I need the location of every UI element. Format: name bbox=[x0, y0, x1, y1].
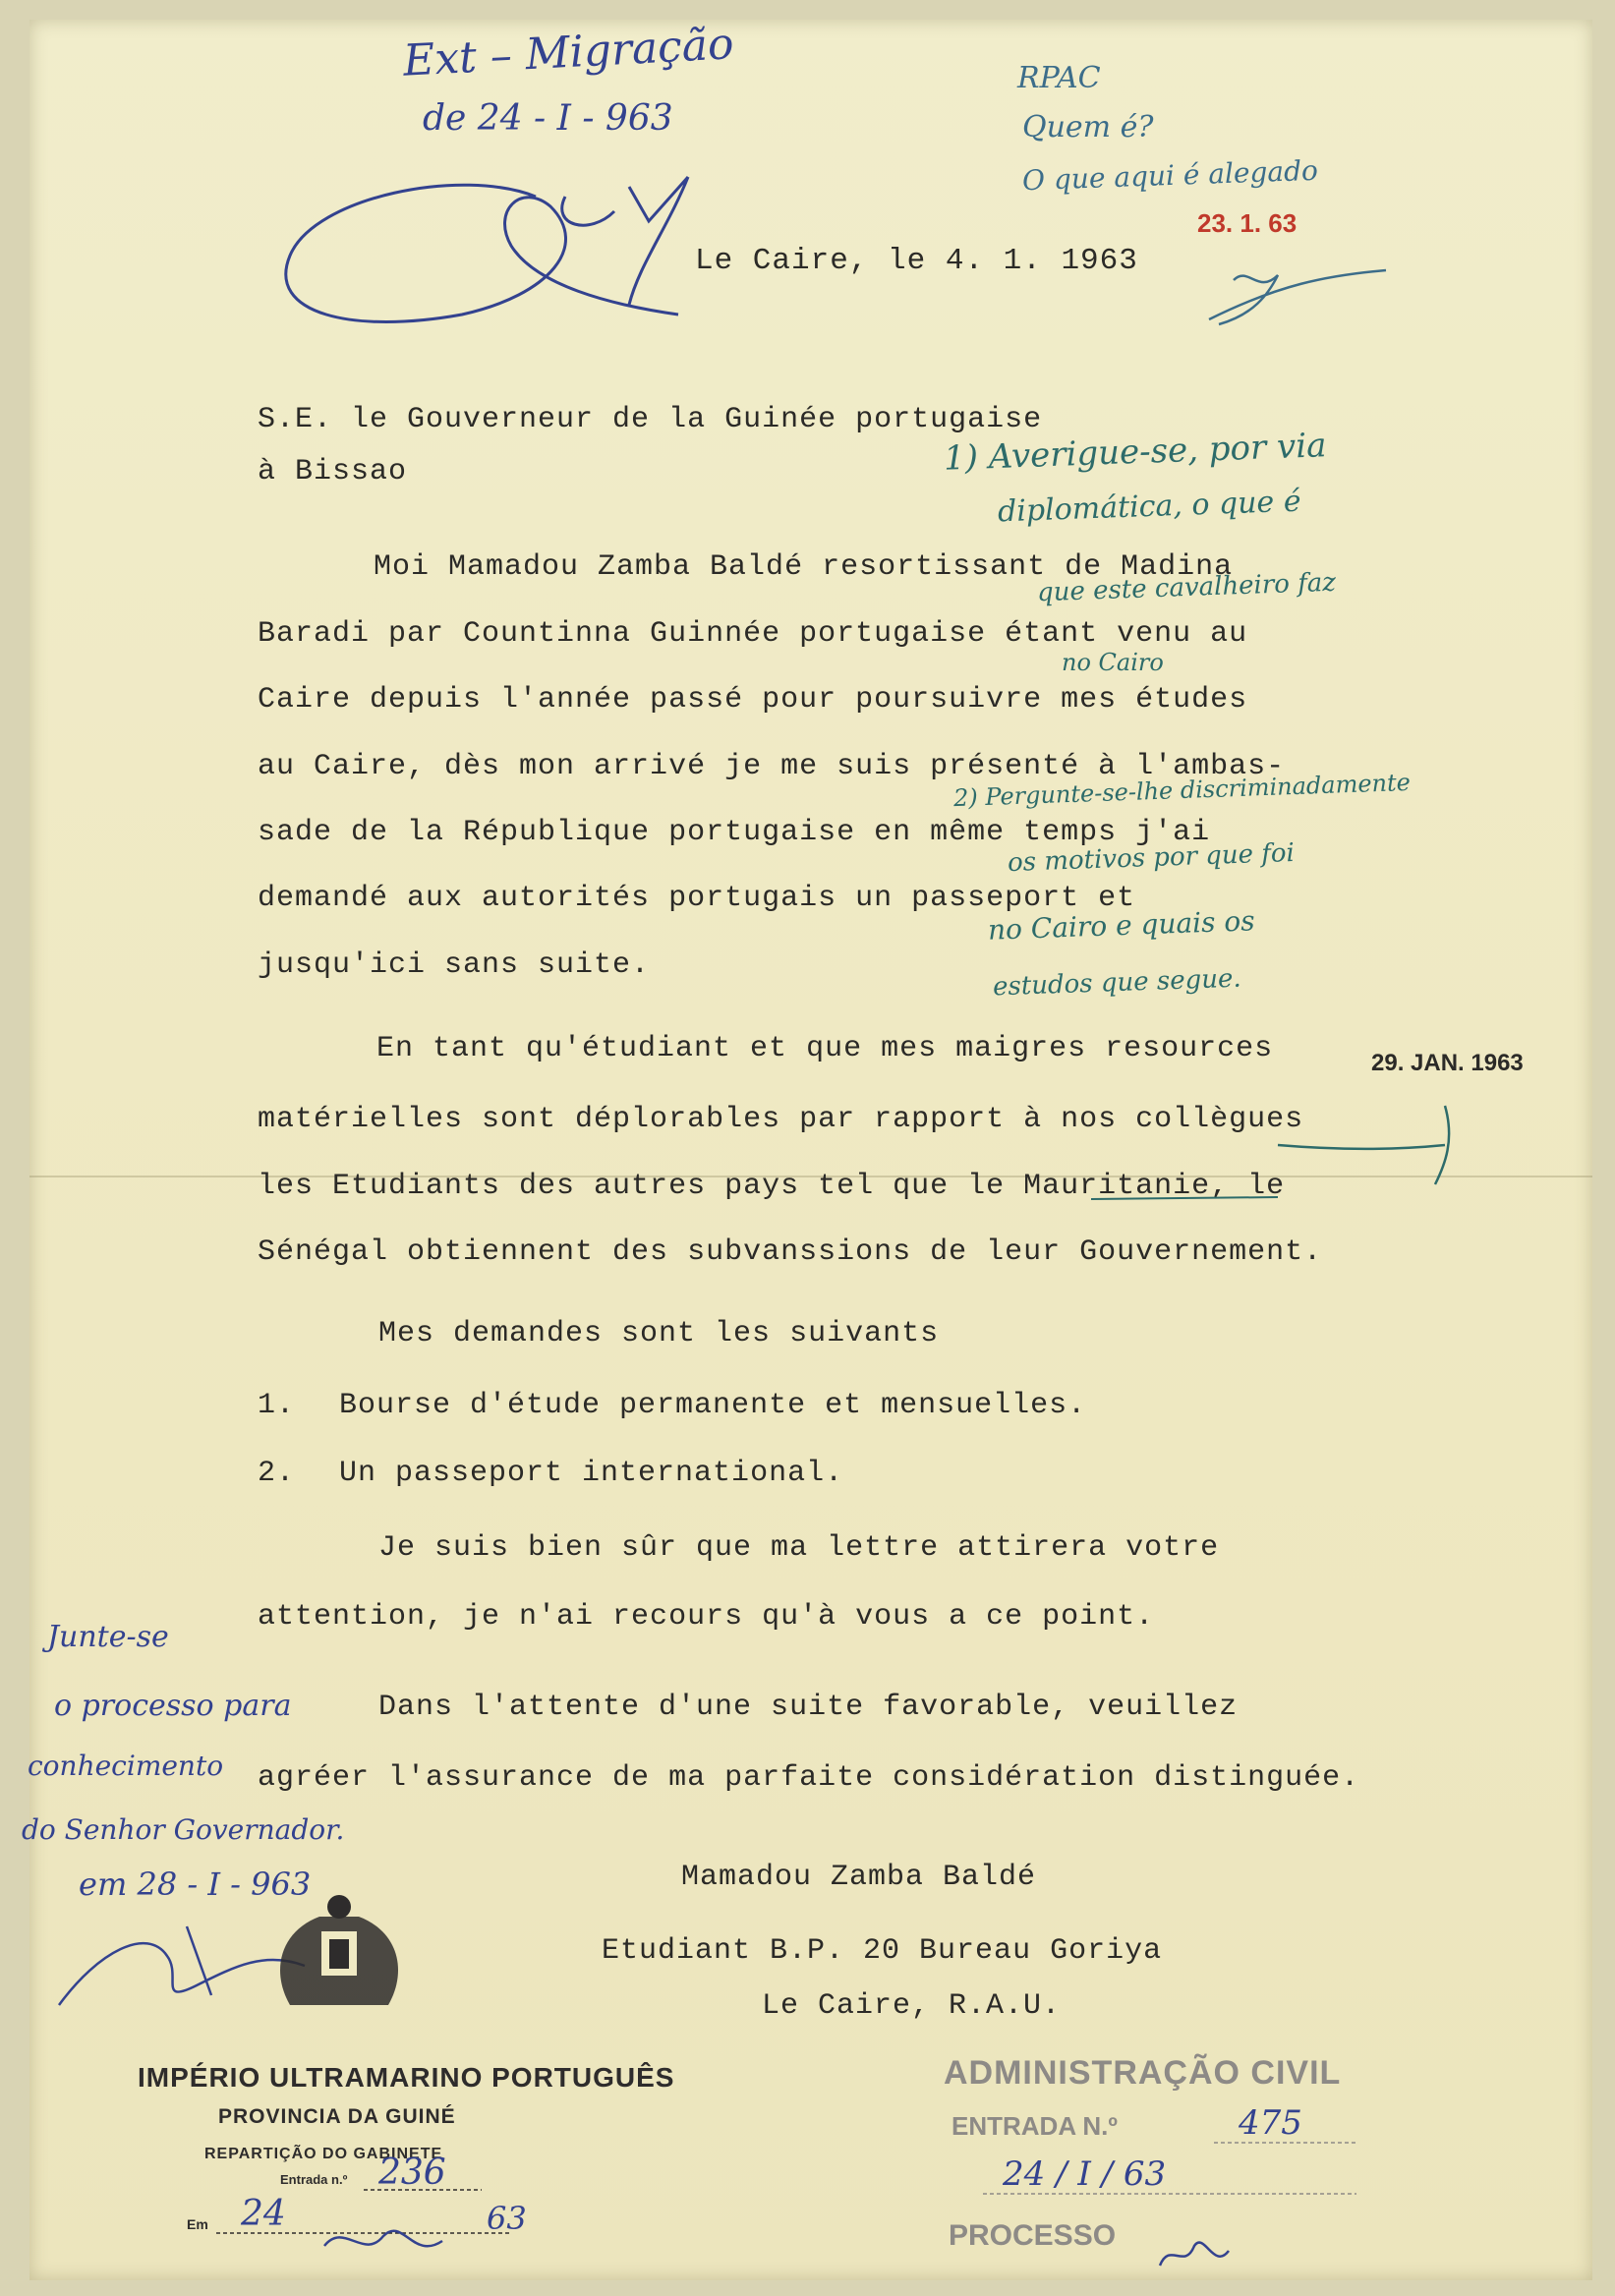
signature-city: Le Caire, R.A.U. bbox=[762, 1989, 1062, 2023]
place-date: Le Caire, le 4. 1. 1963 bbox=[695, 244, 1138, 278]
paragraph-1-line: demandé aux autorités portugais un passeport et bbox=[258, 882, 1136, 915]
underline-mauritanie bbox=[1091, 1197, 1278, 1199]
margin-note-line: diplomática, o que é bbox=[997, 484, 1302, 530]
signature-initials-right bbox=[1209, 270, 1386, 324]
margin-signature-green bbox=[1278, 1106, 1449, 1184]
demand-number: 2. bbox=[258, 1457, 296, 1490]
paragraph-2-line: les Etudiants des autres pays tel que le Mauritanie, le bbox=[258, 1170, 1286, 1203]
stamp-admin-title: ADMINISTRAÇÃO CIVIL bbox=[944, 2054, 1342, 2092]
stamp-gabinete-entry-label: Entrada n.º bbox=[280, 2172, 348, 2187]
bottom-note-line: Junte-se bbox=[47, 1620, 169, 1654]
signature-initials-top bbox=[562, 177, 688, 305]
margin-note-line: no Cairo e quais os bbox=[987, 904, 1256, 947]
stamp-gabinete-date-year: 63 bbox=[487, 2200, 527, 2237]
paragraph-1-line: au Caire, dès mon arrivé je me suis présenté à l'ambas- bbox=[258, 750, 1286, 783]
bottom-note-line: o processo para bbox=[54, 1689, 292, 1723]
handwritten-heading: Ext – Migração bbox=[401, 19, 735, 86]
paragraph-3-line: Je suis bien sûr que ma lettre attirera votre bbox=[378, 1531, 1220, 1565]
recipient-line-1: S.E. le Gouverneur de la Guinée portugaise bbox=[258, 403, 1043, 436]
demand-text: Bourse d'étude permanente et mensuelles. bbox=[339, 1389, 1087, 1422]
stamp-gabinete-province: PROVINCIA DA GUINÉ bbox=[218, 2105, 456, 2128]
handwritten-rpac: RPAC bbox=[1017, 61, 1101, 95]
paragraph-2-line: matérielles sont déplorables par rapport à nos collègues bbox=[258, 1103, 1304, 1136]
signature-address: Etudiant B.P. 20 Bureau Goriya bbox=[602, 1934, 1163, 1968]
demand-number: 1. bbox=[258, 1389, 296, 1422]
stamp-gabinete-department: REPARTIÇÃO DO GABINETE bbox=[204, 2146, 443, 2162]
margin-note-line: 1) Averigue-se, por via bbox=[943, 426, 1328, 479]
stamp-admin-process-label: PROCESSO bbox=[949, 2219, 1117, 2252]
margin-note-line: que este cavalheiro faz bbox=[1036, 567, 1337, 608]
paragraph-1-line: Caire depuis l'année passé pour poursuivre mes études bbox=[258, 683, 1248, 717]
stamp-admin-entry-number: 475 bbox=[1239, 2103, 1302, 2143]
signature-flourish-bottom bbox=[59, 1926, 305, 2005]
handwritten-date: de 24 - I - 963 bbox=[423, 98, 673, 139]
margin-note-line: no Cairo bbox=[1062, 649, 1164, 676]
initials-bottom-admin bbox=[1160, 2243, 1229, 2266]
signature-flourish-top bbox=[286, 185, 678, 321]
demand-text: Un passeport international. bbox=[339, 1457, 844, 1490]
stamp-gabinete-entry-number: 236 bbox=[378, 2152, 446, 2193]
margin-note-line: estudos que segue. bbox=[992, 963, 1242, 1003]
paragraph-1-line: Moi Mamadou Zamba Baldé resortissant de Madina bbox=[374, 550, 1234, 584]
signature-name: Mamadou Zamba Baldé bbox=[681, 1861, 1037, 1894]
red-date-stamp: 23. 1. 63 bbox=[1197, 208, 1298, 238]
paragraph-4-line: agréer l'assurance de ma parfaite considération distinguée. bbox=[258, 1761, 1360, 1795]
stamp-gabinete-title: IMPÉRIO ULTRAMARINO PORTUGUÊS bbox=[138, 2062, 675, 2093]
recipient-line-2: à Bissao bbox=[258, 455, 408, 488]
stamp-admin-date: 24 / I / 63 bbox=[1003, 2154, 1167, 2194]
stamp-gabinete-date-day: 24 bbox=[241, 2194, 286, 2234]
paragraph-2-line: Sénégal obtiennent des subvanssions de leur Gouvernement. bbox=[258, 1235, 1323, 1269]
handwritten-question: Quem é? bbox=[1022, 110, 1154, 144]
paragraph-1-line: Baradi par Countinna Guinnée portugaise étant venu au bbox=[258, 617, 1248, 651]
received-date-stamp: 29. JAN. 1963 bbox=[1371, 1050, 1524, 1076]
paragraph-2-line: En tant qu'étudiant et que mes maigres resources bbox=[376, 1032, 1274, 1065]
demands-intro: Mes demandes sont les suivants bbox=[378, 1317, 940, 1350]
bottom-note-line: do Senhor Governador. bbox=[22, 1813, 345, 1846]
bottom-note-date: em 28 - I - 963 bbox=[79, 1866, 312, 1903]
handwritten-note: O que aqui é alegado bbox=[1021, 153, 1319, 198]
stamp-gabinete-date-prefix: Em bbox=[187, 2216, 208, 2232]
paragraph-3-line: attention, je n'ai recours qu'à vous a ce point. bbox=[258, 1600, 1155, 1634]
margin-note-line: 2) Pergunte-se-lhe discriminadamente bbox=[952, 768, 1412, 813]
bottom-note-line: conhecimento bbox=[28, 1750, 224, 1782]
stamp-admin-entry-label: ENTRADA N.º bbox=[952, 2111, 1118, 2141]
coat-of-arms-emblem bbox=[280, 1895, 398, 2005]
paragraph-1-line: jusqu'ici sans suite. bbox=[258, 948, 651, 982]
margin-note-line: os motivos por que foi bbox=[1007, 837, 1296, 879]
paragraph-1-line: sade de la République portugaise en même temps j'ai bbox=[258, 816, 1211, 849]
paragraph-4-line: Dans l'attente d'une suite favorable, veuillez bbox=[378, 1691, 1239, 1724]
